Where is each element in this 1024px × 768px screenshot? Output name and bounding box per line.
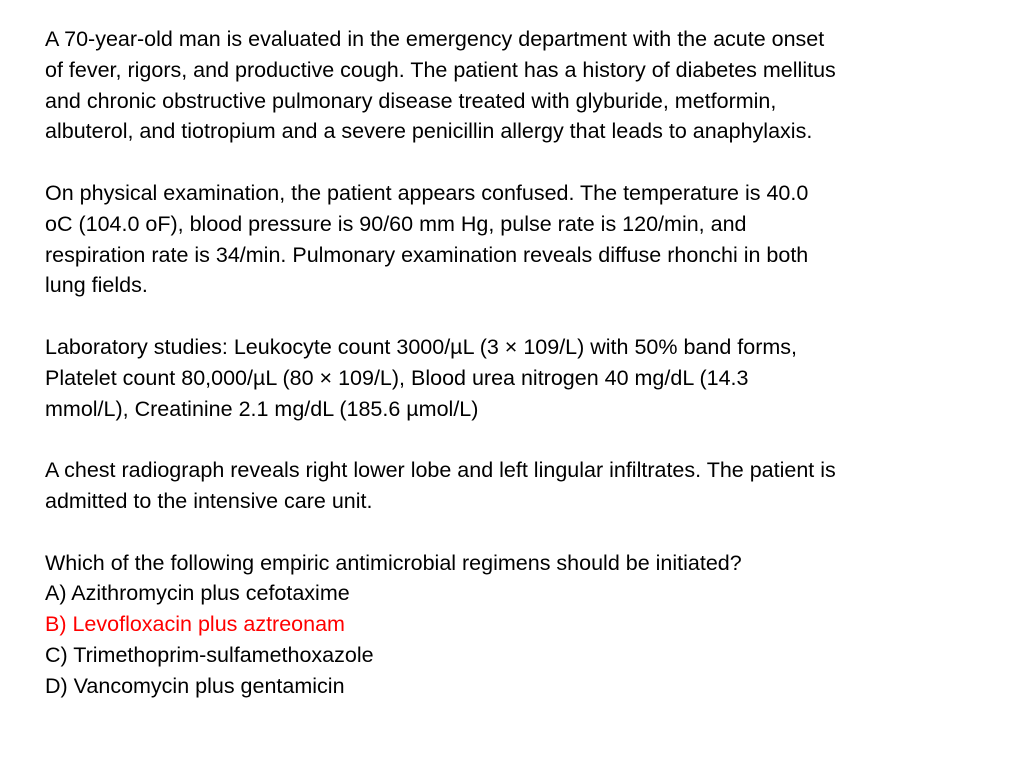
spacer [45, 147, 995, 178]
question-slide [45, 24, 995, 702]
answer-option-b-correct: B) Levofloxacin plus aztreonam [45, 612, 345, 637]
answer-option-d: D) Vancomycin plus gentamicin [45, 673, 345, 698]
imaging-paragraph: A chest radiograph reveals right lower lobe and left lingular infiltrates. The patient is admitted to the intensive care unit. [45, 458, 836, 513]
laboratory-paragraph: Laboratory studies: Leukocyte count 3000/µL (3 × 109/L) with 50% band forms, Platelet count 80,000/µL (80 × 109/L), Blood urea nitrogen 40 mg/dL (14.3 mmol/L), Creatinine 2.1 mg/dL (185.6 µmol/L) [45, 334, 797, 421]
spacer [45, 424, 995, 455]
spacer [45, 301, 995, 332]
case-history-paragraph: A 70-year-old man is evaluated in the emergency department with the acute onset of fever, rigors, and productive cough. The patient has a history of diabetes mellitus and chronic obstructive pulmonary disease treated with glyburide, metformin, albuterol, and tiotropium and a severe penicillin allergy that leads to anaphylaxis. [45, 27, 836, 144]
answer-option-a: A) Azithromycin plus cefotaxime [45, 581, 350, 606]
question-stem: Which of the following empiric antimicrobial regimens should be initiated? [45, 550, 742, 575]
physical-exam-paragraph: On physical examination, the patient appears confused. The temperature is 40.0 oC (104.0 oF), blood pressure is 90/60 mm Hg, pulse rate is 120/min, and respiration rate is 34/min. Pulmonary examination reveals diffuse rhonchi in both lung fields. [45, 180, 809, 298]
answer-option-c: C) Trimethoprim-sulfamethoxazole [45, 642, 374, 667]
spacer [45, 517, 995, 548]
